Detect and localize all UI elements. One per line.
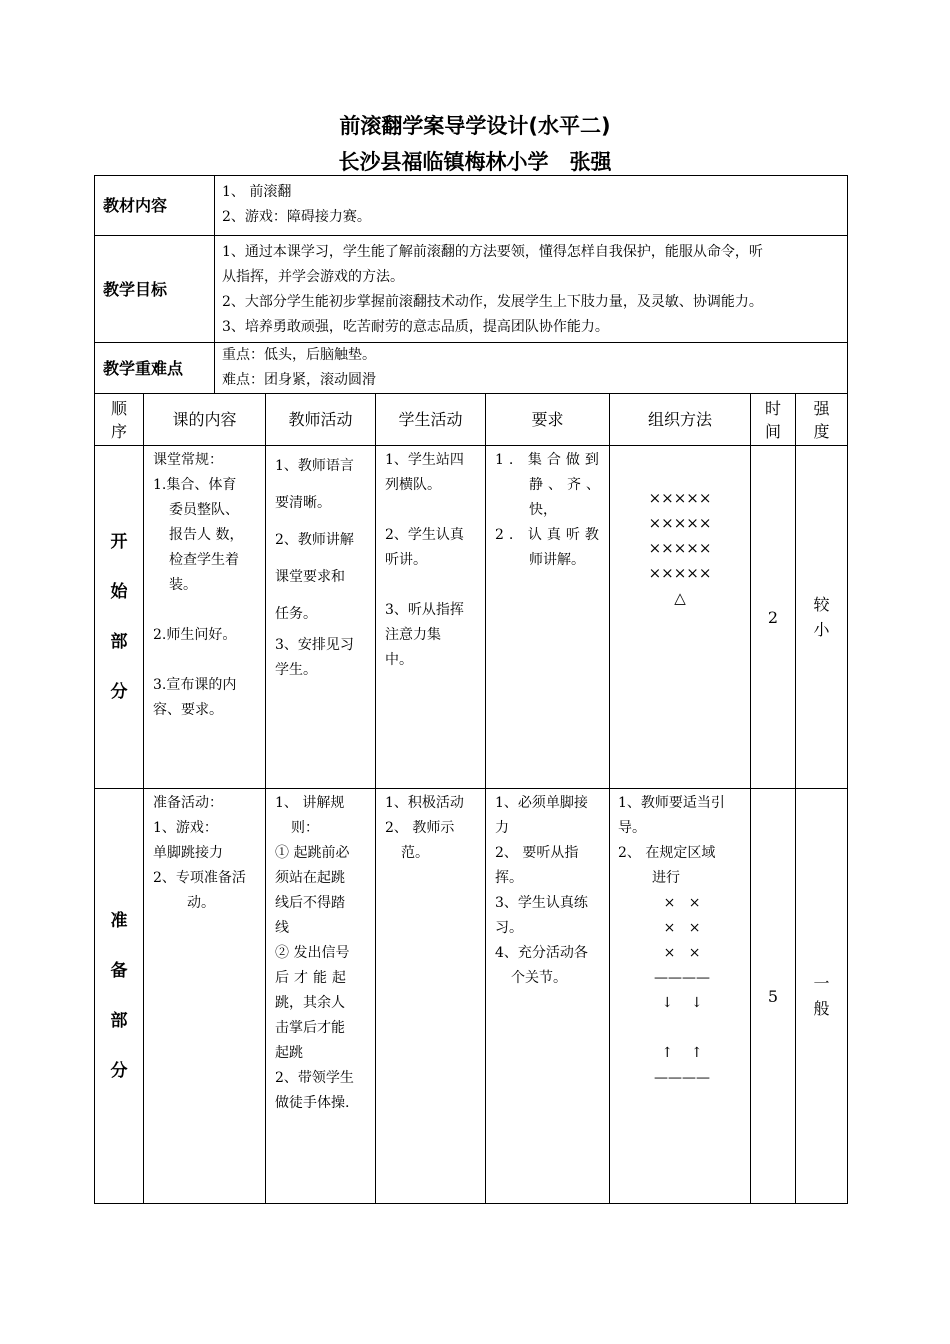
focus-row — [95, 343, 848, 394]
header-intensity: 强 度 — [796, 394, 848, 446]
start-section-row — [95, 446, 848, 789]
focus-text: 重点：低头，后脑触垫。 难点：团身紧，滚动圆滑 — [215, 343, 848, 394]
content-text: 1、 前滚翻 2、游戏：障碍接力赛。 — [215, 176, 848, 236]
start-student: 1、学生站四 列横队。 2、学生认真 听讲。 3、听从指挥 注意力集 中。 — [376, 446, 486, 789]
column-header-row — [95, 394, 848, 446]
page-title: 前滚翻学案导学设计(水平二) — [339, 114, 611, 138]
header-org: 组织方法 — [610, 394, 751, 446]
down-arrow-icon: ↓ ↓ — [661, 995, 703, 1011]
prep-section-label: 准 备 部 分 — [95, 789, 144, 1204]
prep-section-row — [95, 789, 848, 1204]
start-intensity: 较 小 — [796, 446, 848, 789]
start-section-label: 开 始 部 分 — [95, 446, 144, 789]
prep-teacher: 1、 讲解规 则： ① 起跳前必 须站在起跳 线后不得踏 线 ② 发出信号 后才能起 跳，其余人 击掌后才能 起跳 2、带领学生 做徒手体操. — [266, 789, 376, 1204]
content-row — [95, 176, 848, 236]
start-line: ———— — [654, 970, 711, 986]
prep-req: 1、必须单脚接 力 2、 要听从指 挥。 3、学生认真练 习。 4、充分活动各 个关节。 — [486, 789, 610, 1204]
start-req: 1. 集合做到 静、齐、 快， 2. 认真听教 师讲解。 — [486, 446, 610, 789]
header-req: 要求 — [486, 394, 610, 446]
finish-line: ———— — [654, 1070, 711, 1086]
prep-student: 1、积极活动 2、 教师示 范。 — [376, 789, 486, 1204]
header-teacher: 教师活动 — [266, 394, 376, 446]
prep-org: 1、教师要适当引 导。 2、 在规定区域 进行 × × × × × × ———— ↓ ↓ ↑ ↑ ———— — [610, 789, 751, 1204]
header-order: 顺 序 — [95, 394, 144, 446]
page-subtitle: 长沙县福临镇梅林小学 张强 — [338, 150, 612, 174]
prep-content: 准备活动： 1、游戏： 单脚跳接力 2、专项准备活 动。 — [144, 789, 266, 1204]
goals-text: 1、通过本课学习，学生能了解前滚翻的方法要领，懂得怎样自我保护，能服从命令，听 从指挥，并学会游戏的方法。 2、大部分学生能初步掌握前滚翻技术动作，发展学生上下肢力量，及灵敏、协调能力。 3、培养勇敢顽强，吃苦耐劳的意志品质，提高团队协作能力。 — [215, 236, 848, 343]
teacher-triangle-icon: △ — [674, 589, 686, 607]
start-org-formation: ××××× ××××× ××××× ××××× △ — [610, 446, 751, 789]
header-content: 课的内容 — [144, 394, 266, 446]
start-time: 2 — [751, 446, 796, 789]
prep-intensity: 一 般 — [796, 789, 848, 1204]
start-content: 课堂常规： 1.集合、体育 委员整队、 报告人 数， 检查学生着 装。 2.师生问好。 3.宣布课的内 容、要求。 — [144, 446, 266, 789]
goals-row — [95, 236, 848, 343]
prep-time: 5 — [751, 789, 796, 1204]
content-label: 教材内容 — [95, 176, 215, 236]
header-time: 时 间 — [751, 394, 796, 446]
focus-label: 教学重难点 — [95, 343, 215, 394]
up-arrow-icon: ↑ ↑ — [661, 1045, 703, 1061]
start-teacher: 1、教师语言 要清晰。 2、教师讲解 课堂要求和 任务。 3、安排见习 学生。 — [266, 446, 376, 789]
goals-label: 教学目标 — [95, 236, 215, 343]
header-student: 学生活动 — [376, 394, 486, 446]
lesson-plan-table — [94, 175, 848, 1204]
